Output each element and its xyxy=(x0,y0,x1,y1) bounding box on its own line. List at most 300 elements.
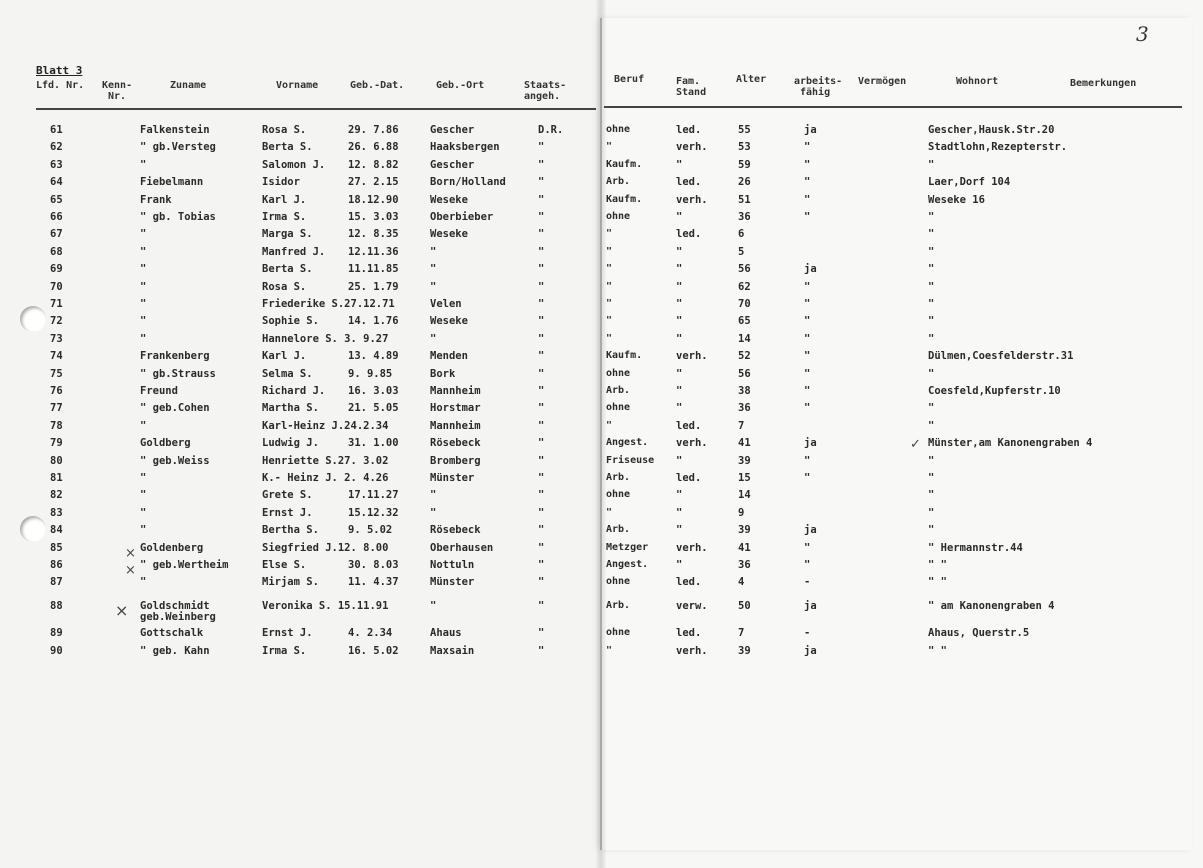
cell-geb-dat: 16. 5.02 xyxy=(348,644,399,657)
cell-geb-dat: 27. 2.15 xyxy=(348,176,399,189)
cell-fam: " xyxy=(676,385,683,397)
cell-geb-ort: " xyxy=(430,280,437,293)
cell-vorname: Rosa S. xyxy=(262,124,307,136)
cell-zuname: " xyxy=(140,506,147,519)
cell-staat: " xyxy=(538,280,545,293)
cell-wohnort: " xyxy=(928,332,935,345)
cell-beruf: " xyxy=(606,644,613,656)
cell-staat: " xyxy=(538,524,545,537)
cell-nr: 75 xyxy=(50,367,63,380)
cell-vorname: Martha S. xyxy=(262,402,319,415)
cell-beruf: Arb. xyxy=(606,524,631,536)
cell-geb-ort: Gescher xyxy=(430,158,475,171)
cell-fam: verh. xyxy=(676,437,708,450)
cell-staat: " xyxy=(538,472,545,484)
cell-fam: led. xyxy=(676,419,702,432)
cell-fam: " xyxy=(676,298,683,310)
cell-geb-ort: Horstmar xyxy=(430,402,481,415)
cell-staat: " xyxy=(538,541,545,554)
cell-fam: verh. xyxy=(676,193,708,206)
cell-vorname: Karl J. xyxy=(262,193,307,206)
cell-vorname: Ernst J. xyxy=(262,506,313,519)
cell-alter: 36 xyxy=(738,211,751,223)
page-fold xyxy=(596,0,606,868)
cell-arbeit: " xyxy=(804,158,811,171)
cell-nr: 71 xyxy=(50,298,63,310)
cell-staat: " xyxy=(538,437,545,450)
header-wohnort: Wohnort xyxy=(956,76,999,87)
cell-vorname: Karl J. xyxy=(262,350,307,363)
cell-alter: 59 xyxy=(738,158,751,171)
cell-zuname: " xyxy=(140,298,147,310)
cell-zuname: " xyxy=(140,245,147,258)
cell-zuname: " geb. Kahn xyxy=(140,644,210,657)
cell-arbeit: - xyxy=(804,627,811,640)
cell-zuname: " xyxy=(140,315,147,328)
cell-zuname: " geb.Wertheim xyxy=(140,559,229,571)
cell-beruf: ohne xyxy=(606,576,631,588)
cell-geb-ort: " xyxy=(430,245,437,258)
cell-nr: 69 xyxy=(50,263,63,276)
cell-staat: " xyxy=(538,644,545,657)
cell-alter: 9 xyxy=(738,506,745,519)
cell-nr: 88 xyxy=(50,599,63,612)
cell-wohnort: " xyxy=(928,524,935,537)
cell-staat: " xyxy=(538,193,545,206)
cell-geb-dat: 18.12.90 xyxy=(348,193,399,206)
cell-wohnort: " xyxy=(928,158,935,171)
cell-zuname: " xyxy=(140,419,147,432)
cell-geb-dat: 11. 4.37 xyxy=(348,576,399,589)
cell-wohnort: Coesfeld,Kupferstr.10 xyxy=(928,385,1061,397)
cell-beruf: Kaufm. xyxy=(606,158,643,170)
cell-geb-dat: 25. 1.79 xyxy=(348,280,399,293)
cell-fam: " xyxy=(676,559,683,571)
cell-beruf: Arb. xyxy=(606,385,631,396)
cell-arbeit: " xyxy=(804,211,811,223)
cell-beruf: " xyxy=(606,141,613,153)
cell-arbeit: " xyxy=(804,454,811,467)
cell-beruf: " xyxy=(606,280,613,292)
cell-staat: " xyxy=(538,489,545,502)
cell-nr: 86 xyxy=(50,559,63,571)
cell-geb-ort: Weseke xyxy=(430,193,468,206)
cell-nr: 81 xyxy=(50,472,63,484)
cell-geb-ort: " xyxy=(430,332,437,345)
cell-alter: 38 xyxy=(738,385,751,397)
cell-staat: " xyxy=(538,367,545,380)
cell-alter: 4 xyxy=(738,576,745,589)
cell-nr: 62 xyxy=(50,141,63,154)
cell-wohnort: Stadtlohn,Rezepterstr. xyxy=(928,141,1068,154)
punch-hole xyxy=(20,516,46,542)
cell-nr: 68 xyxy=(50,245,63,258)
cell-fam: led. xyxy=(676,228,702,241)
cell-staat: " xyxy=(538,385,545,397)
cell-vorname: Karl-Heinz J.24.2.34 xyxy=(262,419,389,432)
cell-geb-ort: Maxsain xyxy=(430,644,475,657)
cell-staat: " xyxy=(538,332,545,345)
cell-geb-ort: Oberbieber xyxy=(430,211,494,223)
cell-geb-ort: Münster xyxy=(430,576,475,589)
cell-nr: 73 xyxy=(50,332,63,345)
cell-beruf: ohne xyxy=(606,124,631,135)
cell-arbeit: " xyxy=(804,332,811,345)
cell-arbeit: " xyxy=(804,141,811,154)
cell-vorname: Irma S. xyxy=(262,644,307,657)
header-kenn-nr xyxy=(102,80,132,102)
cell-arbeit: " xyxy=(804,176,811,189)
cell-arbeit: ja xyxy=(804,524,817,537)
cell-staat: " xyxy=(538,350,545,363)
cell-alter: 7 xyxy=(738,419,745,432)
cell-fam: " xyxy=(676,402,683,415)
cell-wohnort: " " xyxy=(928,644,947,657)
cell-arbeit: ja xyxy=(804,644,817,657)
cell-staat: " xyxy=(538,141,545,154)
cell-alter: 14 xyxy=(738,332,751,345)
cell-geb-ort: Münster xyxy=(430,472,475,484)
handwritten-cross-mark: × xyxy=(125,546,136,561)
cell-fam: " xyxy=(676,332,683,345)
cell-geb-dat: 12.11.36 xyxy=(348,245,399,258)
cell-staat: " xyxy=(538,228,545,241)
cell-geb-ort: Ahaus xyxy=(430,627,462,640)
cell-geb-ort: Gescher xyxy=(430,124,475,136)
cell-geb-dat: 16. 3.03 xyxy=(348,385,399,397)
cell-vorname: Berta S. xyxy=(262,141,313,154)
header-fam-stand xyxy=(676,76,706,98)
cell-staat: " xyxy=(538,599,545,612)
cell-nr: 72 xyxy=(50,315,63,328)
cell-wohnort: Laer,Dorf 104 xyxy=(928,176,1011,189)
cell-alter: 36 xyxy=(738,402,751,415)
cell-staat: " xyxy=(538,576,545,589)
cell-zuname: Frankenberg xyxy=(140,350,210,363)
cell-arbeit: ja xyxy=(804,124,817,136)
cell-alter: 41 xyxy=(738,437,751,450)
cell-zuname: Frank xyxy=(140,193,172,206)
cell-beruf: " xyxy=(606,506,613,518)
cell-wohnort: " " xyxy=(928,576,947,589)
cell-arbeit: ja xyxy=(804,599,817,612)
cell-fam: verh. xyxy=(676,141,708,154)
cell-zuname: " xyxy=(140,332,147,345)
cell-fam: led. xyxy=(676,176,702,189)
cell-zuname: Fiebelmann xyxy=(140,176,204,189)
cell-geb-ort: Rösebeck xyxy=(430,437,481,450)
cell-geb-dat: 17.11.27 xyxy=(348,489,399,502)
cell-nr: 78 xyxy=(50,419,63,432)
cell-arbeit: " xyxy=(804,541,811,554)
header-kenn-nr-line1: Kenn- xyxy=(102,80,133,91)
header-rule-right xyxy=(604,106,1182,108)
cell-beruf: Angest. xyxy=(606,559,649,570)
cell-geb-dat: 30. 8.03 xyxy=(348,559,399,571)
cell-beruf: Arb. xyxy=(606,599,631,611)
cell-wohnort: Dülmen,Coesfelderstr.31 xyxy=(928,350,1074,363)
header-bemerkungen: Bemerkungen xyxy=(1070,78,1137,89)
handwritten-check-mark: ✓ xyxy=(910,437,921,452)
cell-nr: 87 xyxy=(50,576,63,589)
header-beruf: Beruf xyxy=(614,74,645,85)
cell-alter: 62 xyxy=(738,280,751,293)
cell-vorname: Irma S. xyxy=(262,211,307,223)
cell-alter: 65 xyxy=(738,315,751,328)
cell-alter: 50 xyxy=(738,599,751,612)
cell-arbeit: - xyxy=(804,576,811,589)
cell-alter: 7 xyxy=(738,627,745,640)
header-staatsangeh xyxy=(524,80,566,102)
cell-fam: led. xyxy=(676,124,702,136)
cell-beruf: Friseuse xyxy=(606,454,655,466)
cell-geb-dat: 13. 4.89 xyxy=(348,350,399,363)
cell-alter: 70 xyxy=(738,298,751,310)
handwritten-cross-mark: × xyxy=(115,601,129,620)
cell-geb-dat: 12. 8.82 xyxy=(348,158,399,171)
cell-zuname: " xyxy=(140,263,147,276)
cell-wohnort: " xyxy=(928,263,935,276)
cell-nr: 77 xyxy=(50,402,63,415)
cell-wohnort: " xyxy=(928,402,935,415)
cell-arbeit: " xyxy=(804,280,811,293)
cell-fam: " xyxy=(676,506,683,519)
cell-vorname: Ludwig J. xyxy=(262,437,319,450)
cell-wohnort: " xyxy=(928,298,935,310)
cell-geb-dat: 9. 9.85 xyxy=(348,367,393,380)
handwritten-cross-mark: × xyxy=(125,563,136,578)
cell-nr: 79 xyxy=(50,437,63,450)
cell-nr: 67 xyxy=(50,228,63,241)
cell-vorname: Hannelore S. 3. 9.27 xyxy=(262,332,389,345)
cell-alter: 39 xyxy=(738,454,751,467)
cell-geb-ort: Weseke xyxy=(430,228,468,241)
cell-vorname: Sophie S. xyxy=(262,315,319,328)
cell-zuname: " xyxy=(140,228,147,241)
cell-vorname: Isidor xyxy=(262,176,300,189)
cell-arbeit: " xyxy=(804,193,811,206)
cell-geb-ort: " xyxy=(430,489,437,502)
cell-geb-ort: Mannheim xyxy=(430,385,481,397)
cell-geb-ort: " xyxy=(430,506,437,519)
cell-alter: 26 xyxy=(738,176,751,189)
cell-wohnort: " xyxy=(928,245,935,258)
cell-nr: 89 xyxy=(50,627,63,640)
cell-zuname: Goldenberg xyxy=(140,541,204,554)
cell-wohnort: " " xyxy=(928,559,947,571)
cell-alter: 41 xyxy=(738,541,751,554)
cell-geb-ort: Nottuln xyxy=(430,559,475,571)
cell-arbeit: " xyxy=(804,559,811,571)
cell-staat: " xyxy=(538,559,545,571)
cell-fam: verh. xyxy=(676,541,708,554)
cell-geb-ort: Mannheim xyxy=(430,419,481,432)
cell-alter: 55 xyxy=(738,124,751,136)
header-geb-ort: Geb.-Ort xyxy=(436,80,485,91)
cell-beruf: Kaufm. xyxy=(606,193,643,205)
cell-nr: 64 xyxy=(50,176,63,189)
cell-alter: 39 xyxy=(738,524,751,537)
cell-fam: " xyxy=(676,489,683,502)
cell-fam: " xyxy=(676,367,683,380)
cell-wohnort: " xyxy=(928,280,935,293)
cell-arbeit: " xyxy=(804,385,811,397)
cell-alter: 56 xyxy=(738,263,751,276)
cell-zuname: Gottschalk xyxy=(140,627,204,640)
header-fam-line1: Fam. xyxy=(676,76,701,87)
header-arbeitsfaehig xyxy=(794,76,842,98)
header-rule-left xyxy=(36,108,596,110)
cell-zuname: " gb. Tobias xyxy=(140,211,216,223)
cell-geb-ort: Bork xyxy=(430,367,456,380)
cell-fam: verh. xyxy=(676,644,708,657)
cell-staat: " xyxy=(538,627,545,640)
cell-alter: 5 xyxy=(738,245,745,258)
cell-beruf: " xyxy=(606,315,613,327)
cell-geb-ort: Born/Holland xyxy=(430,176,506,189)
cell-vorname: Ernst J. xyxy=(262,627,313,640)
cell-fam: " xyxy=(676,211,683,223)
cell-zuname: Goldschmidt xyxy=(140,599,210,612)
cell-nr: 63 xyxy=(50,158,63,171)
cell-vorname: Berta S. xyxy=(262,263,313,276)
cell-geb-dat: 31. 1.00 xyxy=(348,437,399,450)
cell-geb-dat: 14. 1.76 xyxy=(348,315,399,328)
cell-staat: D.R. xyxy=(538,124,564,136)
cell-arbeit: ja xyxy=(804,437,817,450)
cell-vorname: Richard J. xyxy=(262,385,326,397)
cell-zuname: Freund xyxy=(140,385,178,397)
cell-nr: 83 xyxy=(50,506,63,519)
cell-alter: 14 xyxy=(738,489,751,502)
cell-alter: 6 xyxy=(738,228,745,241)
cell-wohnort: " am Kanonengraben 4 xyxy=(928,599,1055,612)
cell-beruf: ohne xyxy=(606,627,631,639)
cell-vorname: Selma S. xyxy=(262,367,313,380)
cell-arbeit: " xyxy=(804,315,811,328)
cell-geb-ort: Weseke xyxy=(430,315,468,328)
cell-wohnort: " xyxy=(928,211,935,223)
cell-vorname: K.- Heinz J. 2. 4.26 xyxy=(262,472,389,484)
header-lfd-nr: Lfd. Nr. xyxy=(36,80,85,91)
cell-geb-dat: 11.11.85 xyxy=(348,263,399,276)
cell-zuname: " xyxy=(140,472,147,484)
cell-geb-ort: Bromberg xyxy=(430,454,481,467)
cell-arbeit: " xyxy=(804,350,811,363)
cell-beruf: ohne xyxy=(606,402,631,414)
header-staatsangeh-line2: angeh. xyxy=(524,91,561,102)
cell-zuname: " gb.Versteg xyxy=(140,141,216,154)
cell-wohnort: " xyxy=(928,489,935,502)
cell-fam: led. xyxy=(676,472,702,484)
header-vorname: Vorname xyxy=(276,80,319,91)
cell-zuname: Goldberg xyxy=(140,437,191,450)
cell-staat: " xyxy=(538,315,545,328)
cell-staat: " xyxy=(538,211,545,223)
cell-geb-ort: " xyxy=(430,263,437,276)
cell-wohnort: Ahaus, Querstr.5 xyxy=(928,627,1030,640)
cell-nr: 66 xyxy=(50,211,63,223)
cell-beruf: " xyxy=(606,419,613,431)
cell-geb-ort: Oberhausen xyxy=(430,541,494,554)
cell-beruf: " xyxy=(606,245,613,257)
cell-geb-ort: " xyxy=(430,599,437,612)
cell-zuname: " xyxy=(140,524,147,537)
cell-fam: verw. xyxy=(676,599,708,612)
cell-wohnort: Münster,am Kanonengraben 4 xyxy=(928,437,1093,450)
cell-nr: 80 xyxy=(50,454,63,467)
cell-beruf: Metzger xyxy=(606,541,649,553)
cell-arbeit: " xyxy=(804,298,811,310)
header-kenn-nr-line2: Nr. xyxy=(108,91,127,102)
cell-geb-dat: 9. 5.02 xyxy=(348,524,393,537)
cell-arbeit: " xyxy=(804,472,811,484)
cell-wohnort: " Hermannstr.44 xyxy=(928,541,1023,554)
cell-alter: 51 xyxy=(738,193,751,206)
cell-staat: " xyxy=(538,158,545,171)
cell-geb-ort: Menden xyxy=(430,350,468,363)
cell-geb-ort: Haaksbergen xyxy=(430,141,500,154)
cell-wohnort: " xyxy=(928,472,935,484)
cell-fam: " xyxy=(676,245,683,258)
header-zuname: Zuname xyxy=(170,80,207,91)
cell-zuname: Falkenstein xyxy=(140,124,210,136)
cell-alter: 52 xyxy=(738,350,751,363)
page-number: 3 xyxy=(1136,22,1149,46)
cell-vorname: Bertha S. xyxy=(262,524,319,537)
cell-staat: " xyxy=(538,298,545,310)
cell-nr: 61 xyxy=(50,124,63,136)
cell-beruf: Angest. xyxy=(606,437,649,449)
cell-geb-dat: 15. 3.03 xyxy=(348,211,399,223)
cell-fam: led. xyxy=(676,576,702,589)
cell-beruf: " xyxy=(606,332,613,344)
cell-fam: " xyxy=(676,315,683,328)
cell-fam: verh. xyxy=(676,350,708,363)
cell-zuname: " geb.Cohen xyxy=(140,402,210,415)
cell-beruf: Arb. xyxy=(606,176,631,188)
cell-fam: " xyxy=(676,158,683,171)
header-arbeit-line1: arbeits- xyxy=(794,76,843,87)
cell-vorname: Henriette S.27. 3.02 xyxy=(262,454,389,467)
cell-vorname: Grete S. xyxy=(262,489,313,502)
cell-nr: 85 xyxy=(50,541,63,554)
cell-vorname: Manfred J. xyxy=(262,245,326,258)
cell-nr: 65 xyxy=(50,193,63,206)
cell-wohnort: " xyxy=(928,454,935,467)
cell-staat: " xyxy=(538,176,545,189)
cell-wohnort: " xyxy=(928,315,935,328)
cell-beruf: Arb. xyxy=(606,472,631,483)
cell-staat: " xyxy=(538,402,545,415)
header-fam-line2: Stand xyxy=(676,87,707,98)
cell-geb-dat: 29. 7.86 xyxy=(348,124,399,136)
cell-zuname: " xyxy=(140,158,147,171)
cell-staat: " xyxy=(538,245,545,258)
cell-staat: " xyxy=(538,454,545,467)
cell-zuname: " geb.Weiss xyxy=(140,454,210,467)
cell-staat: " xyxy=(538,506,545,519)
cell-zuname: " xyxy=(140,576,147,589)
cell-wohnort: " xyxy=(928,367,935,380)
cell-arbeit: ja xyxy=(804,263,817,276)
cell-geb-dat: 26. 6.88 xyxy=(348,141,399,154)
cell-wohnort: Gescher,Hausk.Str.20 xyxy=(928,124,1055,136)
cell-fam: led. xyxy=(676,627,702,640)
cell-beruf: " xyxy=(606,263,613,275)
cell-alter: 56 xyxy=(738,367,751,380)
cell-nr: 82 xyxy=(50,489,63,502)
